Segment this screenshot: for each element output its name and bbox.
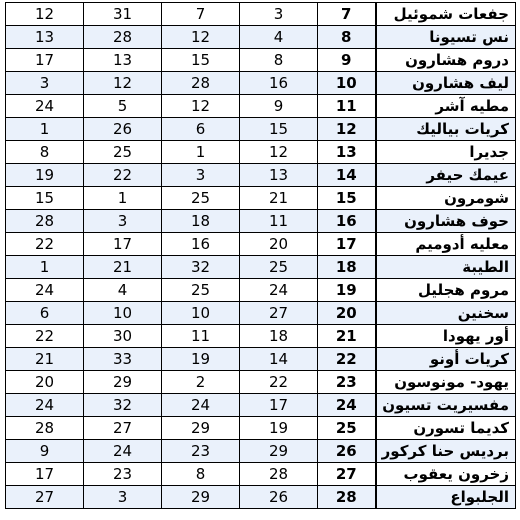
locality-name-cell: نس تسيونا — [376, 26, 516, 49]
value-cell: 10 — [84, 302, 162, 325]
rank-cell: 12 — [318, 118, 376, 141]
table-row — [6, 3, 516, 26]
value-cell: 2 — [162, 371, 240, 394]
locality-name-cell: دروم هشارون — [376, 49, 516, 72]
value-cell: 19 — [6, 164, 84, 187]
value-cell: 9 — [240, 95, 318, 118]
rank-cell: 25 — [318, 417, 376, 440]
value-cell: 29 — [84, 371, 162, 394]
ranking-sheet — [5, 2, 515, 509]
table-row — [6, 164, 516, 187]
table-row — [6, 187, 516, 210]
value-cell: 24 — [6, 95, 84, 118]
locality-name-cell: برديس حنا كركور — [376, 440, 516, 463]
value-cell: 1 — [6, 256, 84, 279]
value-cell: 24 — [240, 279, 318, 302]
value-cell: 25 — [240, 256, 318, 279]
value-cell: 12 — [6, 3, 84, 26]
value-cell: 1 — [6, 118, 84, 141]
locality-name-cell: أور يهودا — [376, 325, 516, 348]
locality-name-cell: مروم هجليل — [376, 279, 516, 302]
locality-name-cell: عيمك حيفر — [376, 164, 516, 187]
table-row — [6, 72, 516, 95]
value-cell: 3 — [6, 72, 84, 95]
value-cell: 24 — [6, 394, 84, 417]
value-cell: 20 — [240, 233, 318, 256]
value-cell: 3 — [162, 164, 240, 187]
locality-name-cell: جفعات شموئيل — [376, 3, 516, 26]
rank-cell: 9 — [318, 49, 376, 72]
value-cell: 28 — [84, 26, 162, 49]
value-cell: 18 — [162, 210, 240, 233]
value-cell: 28 — [6, 210, 84, 233]
value-cell: 33 — [84, 348, 162, 371]
value-cell: 3 — [240, 3, 318, 26]
rank-cell: 10 — [318, 72, 376, 95]
value-cell: 32 — [162, 256, 240, 279]
value-cell: 23 — [162, 440, 240, 463]
rank-cell: 26 — [318, 440, 376, 463]
value-cell: 4 — [84, 279, 162, 302]
locality-name-cell: معليه أدوميم — [376, 233, 516, 256]
locality-name-cell: كريات أونو — [376, 348, 516, 371]
value-cell: 4 — [240, 26, 318, 49]
locality-name-cell: الجلبواع — [376, 486, 516, 509]
value-cell: 17 — [84, 233, 162, 256]
locality-name-cell: ليف هشارون — [376, 72, 516, 95]
value-cell: 28 — [162, 72, 240, 95]
rank-cell: 13 — [318, 141, 376, 164]
value-cell: 13 — [6, 26, 84, 49]
value-cell: 18 — [240, 325, 318, 348]
table-body — [6, 3, 516, 509]
value-cell: 17 — [6, 463, 84, 486]
value-cell: 10 — [162, 302, 240, 325]
value-cell: 19 — [162, 348, 240, 371]
value-cell: 24 — [162, 394, 240, 417]
locality-name-cell: يهود- مونوسون — [376, 371, 516, 394]
value-cell: 13 — [240, 164, 318, 187]
value-cell: 11 — [240, 210, 318, 233]
value-cell: 7 — [162, 3, 240, 26]
rank-cell: 20 — [318, 302, 376, 325]
table-row — [6, 233, 516, 256]
ranking-table — [5, 2, 516, 509]
rank-cell: 24 — [318, 394, 376, 417]
value-cell: 26 — [84, 118, 162, 141]
rank-cell: 27 — [318, 463, 376, 486]
value-cell: 11 — [162, 325, 240, 348]
value-cell: 22 — [6, 325, 84, 348]
value-cell: 15 — [240, 118, 318, 141]
table-row — [6, 141, 516, 164]
rank-cell: 21 — [318, 325, 376, 348]
value-cell: 12 — [162, 26, 240, 49]
value-cell: 19 — [240, 417, 318, 440]
value-cell: 3 — [84, 210, 162, 233]
value-cell: 25 — [84, 141, 162, 164]
value-cell: 8 — [6, 141, 84, 164]
value-cell: 13 — [84, 49, 162, 72]
value-cell: 3 — [84, 486, 162, 509]
locality-name-cell: كديما تسورن — [376, 417, 516, 440]
value-cell: 23 — [84, 463, 162, 486]
table-row — [6, 118, 516, 141]
rank-cell: 8 — [318, 26, 376, 49]
rank-cell: 18 — [318, 256, 376, 279]
value-cell: 9 — [6, 440, 84, 463]
value-cell: 12 — [84, 72, 162, 95]
value-cell: 29 — [162, 417, 240, 440]
table-row — [6, 279, 516, 302]
rank-cell: 17 — [318, 233, 376, 256]
value-cell: 25 — [162, 279, 240, 302]
value-cell: 15 — [6, 187, 84, 210]
value-cell: 29 — [240, 440, 318, 463]
value-cell: 22 — [84, 164, 162, 187]
value-cell: 22 — [240, 371, 318, 394]
value-cell: 15 — [162, 49, 240, 72]
table-row — [6, 49, 516, 72]
rank-cell: 19 — [318, 279, 376, 302]
table-row — [6, 463, 516, 486]
value-cell: 21 — [6, 348, 84, 371]
locality-name-cell: مطيه آشر — [376, 95, 516, 118]
value-cell: 27 — [240, 302, 318, 325]
table-row — [6, 210, 516, 233]
value-cell: 24 — [6, 279, 84, 302]
value-cell: 8 — [162, 463, 240, 486]
table-row — [6, 486, 516, 509]
table-row — [6, 256, 516, 279]
locality-name-cell: زخرون يعقوب — [376, 463, 516, 486]
value-cell: 1 — [84, 187, 162, 210]
value-cell: 26 — [240, 486, 318, 509]
value-cell: 1 — [162, 141, 240, 164]
value-cell: 25 — [162, 187, 240, 210]
table-row — [6, 348, 516, 371]
value-cell: 12 — [162, 95, 240, 118]
table-row — [6, 325, 516, 348]
rank-cell: 15 — [318, 187, 376, 210]
value-cell: 31 — [84, 3, 162, 26]
value-cell: 6 — [162, 118, 240, 141]
table-row — [6, 302, 516, 325]
value-cell: 12 — [240, 141, 318, 164]
rank-cell: 11 — [318, 95, 376, 118]
rank-cell: 23 — [318, 371, 376, 394]
rank-cell: 28 — [318, 486, 376, 509]
rank-cell: 22 — [318, 348, 376, 371]
value-cell: 6 — [6, 302, 84, 325]
locality-name-cell: سخنين — [376, 302, 516, 325]
value-cell: 30 — [84, 325, 162, 348]
value-cell: 17 — [240, 394, 318, 417]
value-cell: 21 — [84, 256, 162, 279]
value-cell: 27 — [6, 486, 84, 509]
value-cell: 16 — [240, 72, 318, 95]
value-cell: 24 — [84, 440, 162, 463]
value-cell: 27 — [84, 417, 162, 440]
table-row — [6, 440, 516, 463]
rank-cell: 14 — [318, 164, 376, 187]
value-cell: 32 — [84, 394, 162, 417]
locality-name-cell: حوف هشارون — [376, 210, 516, 233]
table-row — [6, 26, 516, 49]
table-row — [6, 394, 516, 417]
value-cell: 14 — [240, 348, 318, 371]
value-cell: 28 — [6, 417, 84, 440]
value-cell: 5 — [84, 95, 162, 118]
locality-name-cell: الطيبة — [376, 256, 516, 279]
locality-name-cell: كريات بياليك — [376, 118, 516, 141]
value-cell: 20 — [6, 371, 84, 394]
table-row — [6, 371, 516, 394]
locality-name-cell: شومرون — [376, 187, 516, 210]
locality-name-cell: جديرا — [376, 141, 516, 164]
value-cell: 22 — [6, 233, 84, 256]
rank-cell: 7 — [318, 3, 376, 26]
value-cell: 17 — [6, 49, 84, 72]
value-cell: 16 — [162, 233, 240, 256]
value-cell: 28 — [240, 463, 318, 486]
rank-cell: 16 — [318, 210, 376, 233]
table-row — [6, 95, 516, 118]
value-cell: 8 — [240, 49, 318, 72]
table-row — [6, 417, 516, 440]
value-cell: 21 — [240, 187, 318, 210]
locality-name-cell: مفسيريت تسيون — [376, 394, 516, 417]
value-cell: 29 — [162, 486, 240, 509]
